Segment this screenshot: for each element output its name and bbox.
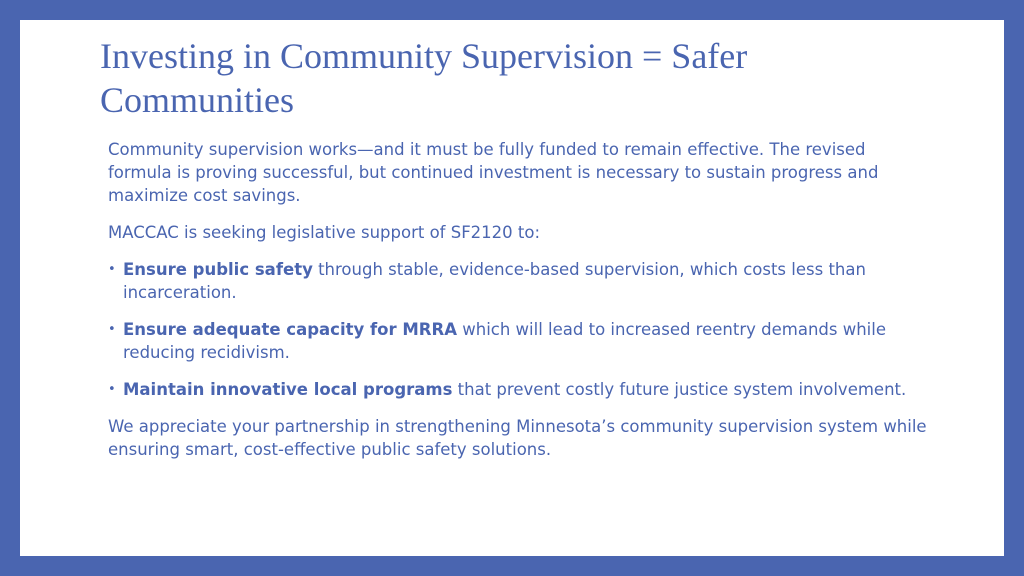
slide bbox=[20, 20, 1004, 556]
bullet-bold-text: Maintain innovative local programs bbox=[123, 380, 453, 399]
intro-paragraph: Community supervision works—and it must be fully funded to remain effective. The revised formula is proving successful, but continued investment is necessary to sustain progress and maximize cost savings. bbox=[108, 140, 879, 205]
slide-body bbox=[108, 138, 928, 475]
bullet-bold-text: Ensure public safety bbox=[123, 260, 313, 279]
bullet-icon: • bbox=[108, 322, 116, 337]
bullet-item bbox=[108, 378, 928, 401]
bullet-icon: • bbox=[108, 262, 116, 277]
bullet-text: that prevent costly future justice system involvement. bbox=[452, 380, 907, 399]
bullet-list bbox=[108, 258, 928, 401]
bullet-text: which will lead to increased reentry demands while reducing recidivism. bbox=[123, 320, 886, 362]
bullet-item bbox=[108, 318, 928, 364]
request-paragraph: MACCAC is seeking legislative support of SF2120 to: bbox=[108, 223, 541, 242]
closing-paragraph: We appreciate your partnership in strengthening Minnesota’s community supervision system while ensuring smart, cost-effective public safety solutions. bbox=[108, 417, 927, 459]
bullet-text: through stable, evidence-based supervision, which costs less than incarceration. bbox=[123, 260, 866, 302]
bullet-icon: • bbox=[108, 382, 116, 397]
slide-title: Investing in Community Supervision = Safer Communities bbox=[100, 36, 748, 120]
bullet-bold-text: Ensure adequate capacity for MRRA bbox=[123, 320, 457, 339]
bullet-item bbox=[108, 258, 928, 304]
